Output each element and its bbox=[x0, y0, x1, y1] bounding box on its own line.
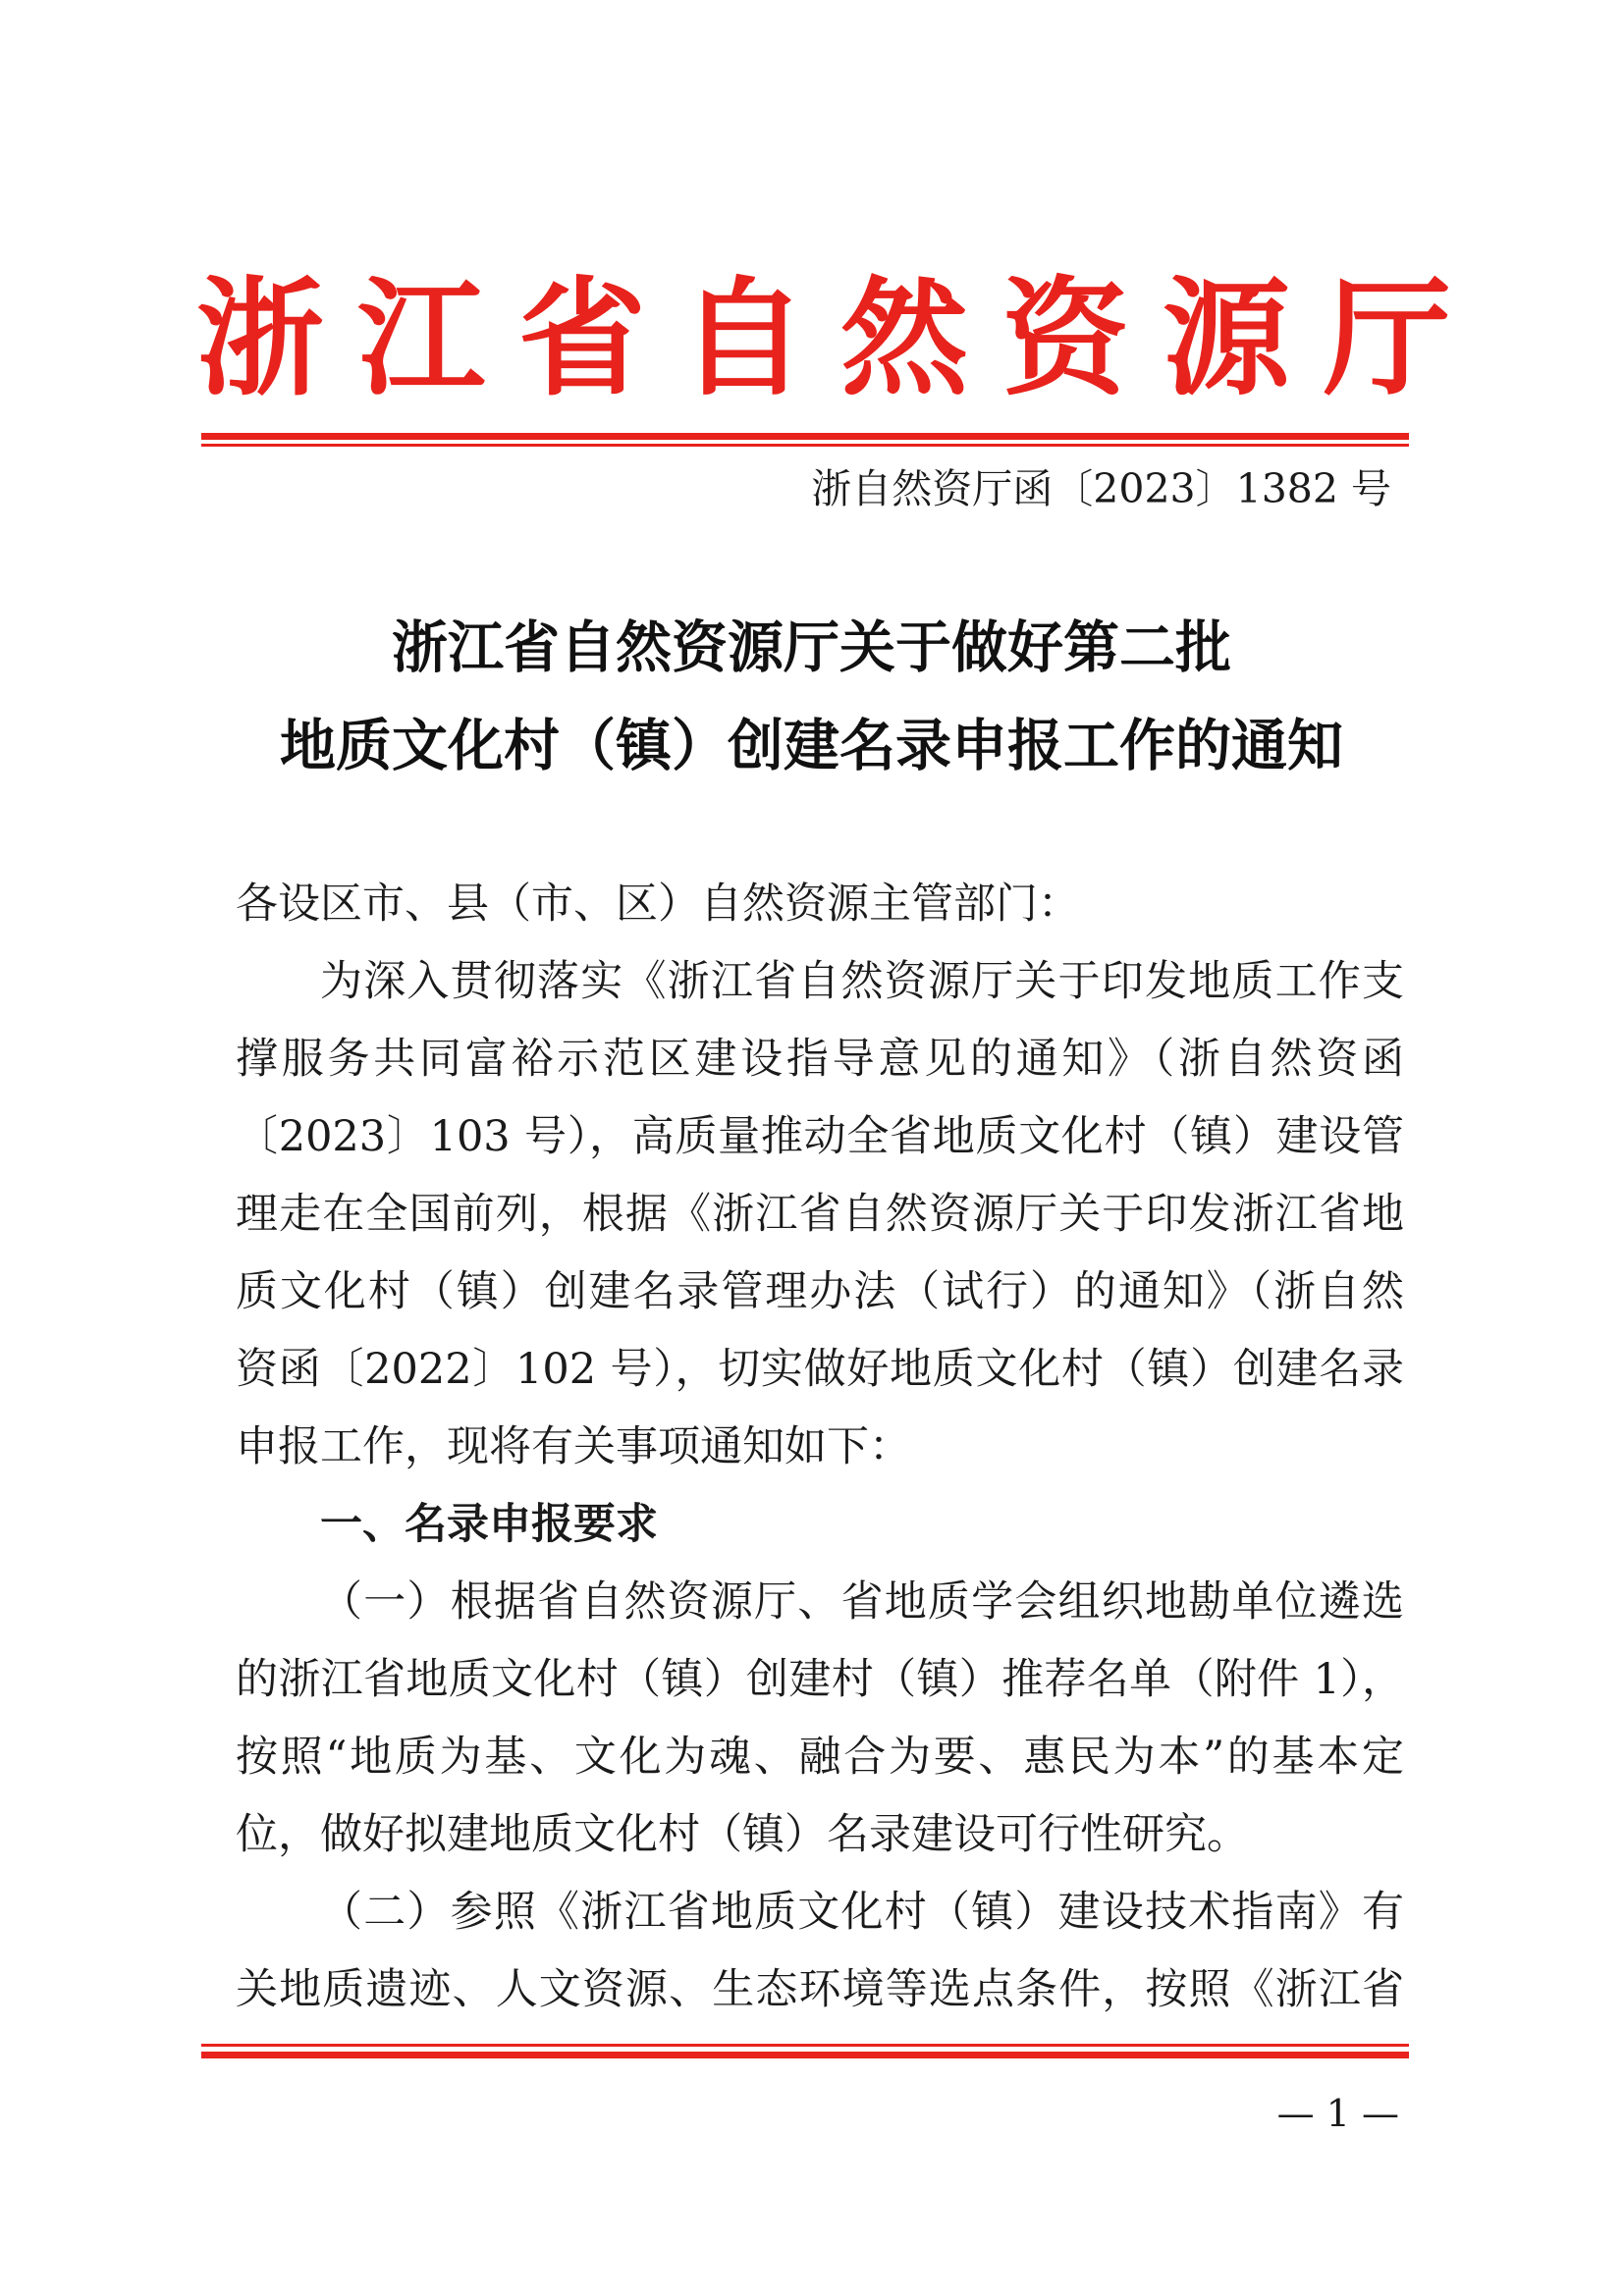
intro-line-6: 资函〔2022〕102 号），切实做好地质文化村（镇）创建名录 bbox=[236, 1345, 1404, 1394]
item-1-line-2: 的浙江省地质文化村（镇）创建村（镇）推荐名单（附件 1）， bbox=[236, 1655, 1404, 1704]
masthead-rule-thick bbox=[201, 433, 1409, 440]
intro-line-2: 撑服务共同富裕示范区建设指导意见的通知》（浙自然资函 bbox=[236, 1035, 1404, 1084]
item-2-line-1: （二）参照《浙江省地质文化村（镇）建设技术指南》有 bbox=[320, 1888, 1404, 1937]
title-line-1: 浙江省自然资源厅关于做好第二批 bbox=[392, 615, 1231, 680]
masthead-rule-thin bbox=[201, 444, 1409, 447]
title-line-2: 地质文化村（镇）创建名录申报工作的通知 bbox=[280, 714, 1343, 778]
intro-line-5: 质文化村（镇）创建名录管理办法（试行）的通知》（浙自然 bbox=[236, 1267, 1404, 1316]
salutation: 各设区市、县（市、区）自然资源主管部门： bbox=[236, 880, 1080, 929]
intro-line-3: 〔2023〕103 号），高质量推动全省地质文化村（镇）建设管 bbox=[236, 1112, 1404, 1161]
page-number: — 1 — bbox=[1276, 2092, 1399, 2135]
footer-rule-bottom bbox=[201, 2052, 1409, 2058]
intro-line-4: 理走在全国前列，根据《浙江省自然资源厅关于印发浙江省地 bbox=[236, 1190, 1404, 1239]
footer-rule-top bbox=[201, 2044, 1409, 2047]
intro-line-7: 申报工作，现将有关事项通知如下： bbox=[236, 1422, 911, 1471]
document-number: 浙自然资厅函〔2023〕1382 号 bbox=[811, 465, 1391, 512]
item-1-line-4: 位，做好拟建地质文化村（镇）名录建设可行性研究。 bbox=[236, 1810, 1249, 1859]
document-body bbox=[236, 866, 1404, 2029]
item-1-line-3: 按照“地质为基、文化为魂、融合为要、惠民为本”的基本定 bbox=[236, 1733, 1404, 1782]
intro-line-1: 为深入贯彻落实《浙江省自然资源厅关于印发地质工作支 bbox=[320, 957, 1404, 1006]
item-1-line-1: （一）根据省自然资源厅、省地质学会组织地勘单位遴选 bbox=[320, 1577, 1404, 1627]
masthead-org-name: 浙江省自然资源厅 bbox=[196, 263, 1486, 413]
section-1-heading: 一、名录申报要求 bbox=[320, 1500, 658, 1549]
item-2-line-2: 关地质遗迹、人文资源、生态环境等选点条件，按照《浙江省 bbox=[236, 1965, 1404, 2014]
